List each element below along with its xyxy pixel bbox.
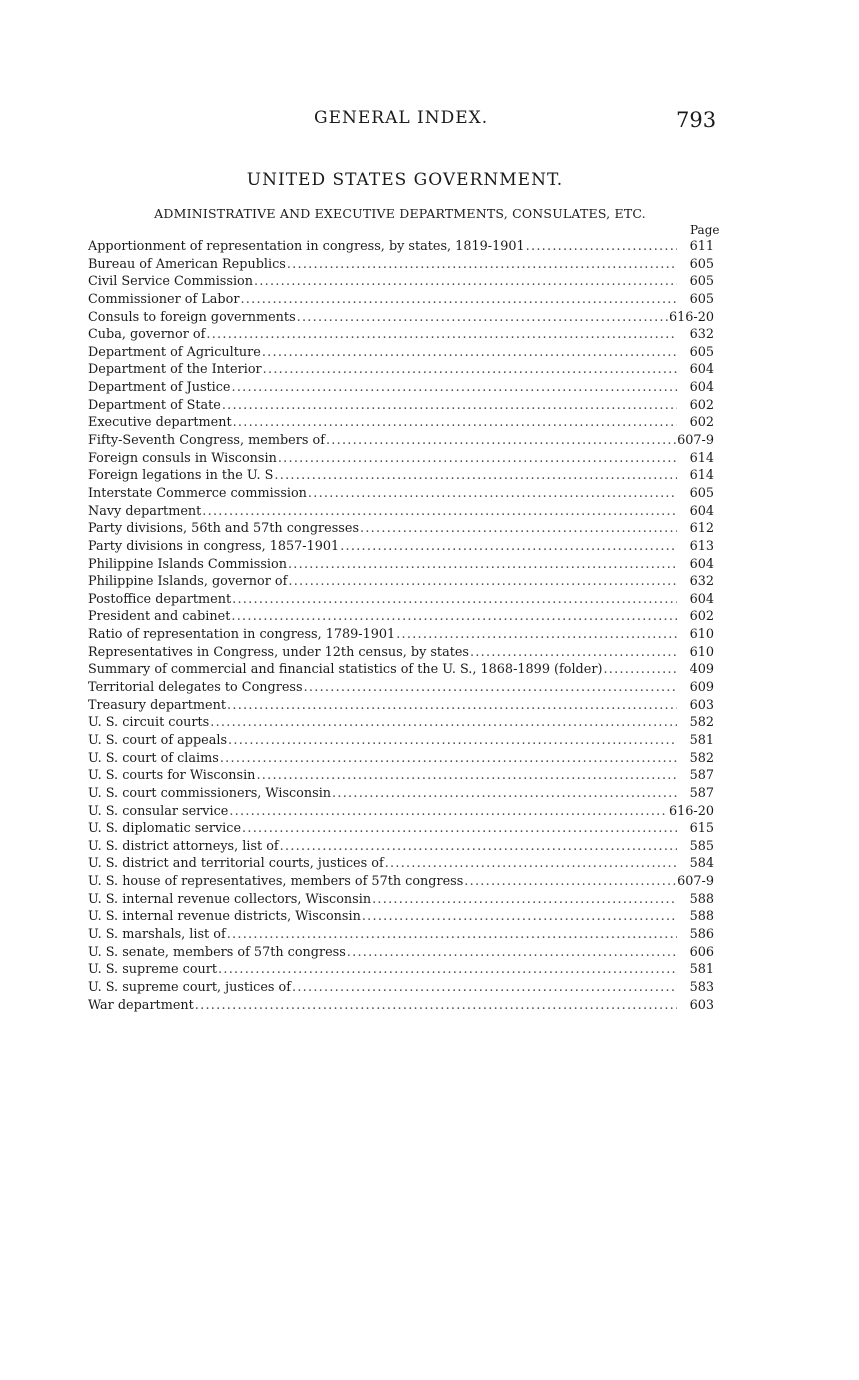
entry-page-number: 613 xyxy=(689,538,714,554)
index-entry xyxy=(88,520,714,538)
dot-leader xyxy=(347,944,677,962)
dot-leader xyxy=(287,256,677,274)
index-entry xyxy=(88,556,714,574)
index-entry xyxy=(88,979,714,997)
dot-leader xyxy=(288,556,677,574)
running-head xyxy=(0,108,859,138)
dot-leader xyxy=(233,414,677,432)
dot-leader xyxy=(202,503,677,521)
entry-label: U. S. district attorneys, list of xyxy=(88,838,279,854)
entry-page-number: 581 xyxy=(689,732,714,748)
entry-label: U. S. circuit courts xyxy=(88,715,210,731)
dot-leader xyxy=(227,926,677,944)
index-entry xyxy=(88,397,714,415)
index-entry xyxy=(88,944,714,962)
index-entry xyxy=(88,238,714,256)
entry-page-number: 603 xyxy=(689,997,714,1013)
entry-label: Interstate Commerce commission xyxy=(88,485,307,501)
dot-leader xyxy=(308,485,677,503)
entry-label: Department of the Interior xyxy=(88,362,262,378)
running-title: GENERAL INDEX. xyxy=(314,108,489,128)
entry-page-number: 605 xyxy=(689,274,714,290)
index-entry xyxy=(88,432,714,450)
entry-label: Ratio of representation in congress, 1789-1901 xyxy=(88,627,396,643)
dot-leader xyxy=(326,432,676,450)
entry-label: U. S. court of appeals xyxy=(88,732,228,748)
entry-page-number: 583 xyxy=(689,979,714,995)
index-entry xyxy=(88,538,714,556)
entry-page-number: 604 xyxy=(689,380,714,396)
dot-leader xyxy=(218,961,677,979)
dot-leader xyxy=(372,891,677,909)
dot-leader xyxy=(297,309,668,327)
entry-label: U. S. supreme court xyxy=(88,962,218,978)
index-entry xyxy=(88,361,714,379)
entry-page-number: 604 xyxy=(689,362,714,378)
entry-label: Postoffice department xyxy=(88,591,232,607)
entry-label: U. S. house of representatives, members of 57th congress xyxy=(88,874,464,890)
dot-leader xyxy=(274,467,677,485)
section-title: UNITED STATES GOVERNMENT. xyxy=(246,170,564,190)
entry-page-number: 610 xyxy=(689,627,714,643)
dot-leader xyxy=(288,573,677,591)
entry-label: U. S. senate, members of 57th congress xyxy=(88,944,346,960)
index-entry xyxy=(88,785,714,803)
index-entry xyxy=(88,626,714,644)
entry-page-number: 582 xyxy=(689,715,714,731)
dot-leader xyxy=(206,326,677,344)
index-entry xyxy=(88,803,714,821)
index-entry xyxy=(88,608,714,626)
entry-page-number: 587 xyxy=(689,785,714,801)
index-entry xyxy=(88,573,714,591)
index-entry xyxy=(88,503,714,521)
index-entry xyxy=(88,838,714,856)
entry-label: Consuls to foreign governments xyxy=(88,309,296,325)
entry-label: Department of Justice xyxy=(88,380,231,396)
entry-page-number: 610 xyxy=(689,644,714,660)
entry-label: Department of Agriculture xyxy=(88,344,261,360)
entry-page-number: 585 xyxy=(689,838,714,854)
dot-leader xyxy=(362,908,677,926)
index-entry xyxy=(88,820,714,838)
index-entry xyxy=(88,732,714,750)
entry-page-number: 606 xyxy=(689,944,714,960)
index-entry xyxy=(88,679,714,697)
entry-label: Representatives in Congress, under 12th census, by states xyxy=(88,644,469,660)
entry-page-number: 582 xyxy=(689,750,714,766)
page-number: 793 xyxy=(676,108,717,132)
index-entry xyxy=(88,379,714,397)
entry-label: U. S. diplomatic service xyxy=(88,821,242,837)
entry-label: Party divisions in congress, 1857-1901 xyxy=(88,538,340,554)
entry-page-number: 611 xyxy=(689,239,714,254)
entry-page-number: 602 xyxy=(689,415,714,431)
dot-leader xyxy=(232,379,678,397)
entry-page-number: 605 xyxy=(689,344,714,360)
dot-leader xyxy=(254,273,677,291)
index-entry xyxy=(88,414,714,432)
entry-page-number: 604 xyxy=(689,556,714,572)
entry-label: Foreign legations in the U. S xyxy=(88,468,274,484)
dot-leader xyxy=(603,661,677,679)
entry-label: War department xyxy=(88,997,194,1013)
entry-label: Fifty-Seventh Congress, members of xyxy=(88,433,325,449)
index-entry xyxy=(88,997,714,1015)
entry-label: Bureau of American Republics xyxy=(88,256,286,272)
entry-label: Foreign consuls in Wisconsin xyxy=(88,450,277,466)
index-entry xyxy=(88,926,714,944)
entry-page-number: 609 xyxy=(689,680,714,696)
index-entry xyxy=(88,326,714,344)
dot-leader xyxy=(464,873,676,891)
dot-leader xyxy=(332,785,677,803)
index-entry xyxy=(88,644,714,662)
dot-leader xyxy=(340,538,677,556)
dot-leader xyxy=(256,767,677,785)
index-entry xyxy=(88,661,714,679)
dot-leader xyxy=(263,361,677,379)
index-entry xyxy=(88,714,714,732)
entry-page-number: 612 xyxy=(689,521,714,537)
dot-leader xyxy=(240,291,677,309)
entry-page-number: 603 xyxy=(689,697,714,713)
index-entry xyxy=(88,309,714,327)
index-entry xyxy=(88,891,714,909)
entry-label: U. S. court commissioners, Wisconsin xyxy=(88,785,332,801)
entry-page-number: 602 xyxy=(689,397,714,413)
entry-label: Navy department xyxy=(88,503,202,519)
entry-page-number: 604 xyxy=(689,591,714,607)
entry-label: Executive department xyxy=(88,415,232,431)
dot-leader xyxy=(195,997,677,1015)
entry-page-number: 607-9 xyxy=(677,874,714,890)
index-entry xyxy=(88,961,714,979)
index-entry xyxy=(88,273,714,291)
entry-label: Department of State xyxy=(88,397,221,413)
index-entry xyxy=(88,450,714,468)
index-entry xyxy=(88,291,714,309)
entry-page-number: 581 xyxy=(689,962,714,978)
dot-leader xyxy=(280,838,677,856)
entry-page-number: 614 xyxy=(689,468,714,484)
entry-page-number: 605 xyxy=(689,256,714,272)
dot-leader xyxy=(396,626,677,644)
entry-page-number: 632 xyxy=(689,574,714,590)
entry-page-number: 616-20 xyxy=(668,309,714,325)
entry-page-number: 588 xyxy=(689,909,714,925)
entry-label: Civil Service Commission xyxy=(88,274,253,290)
entry-page-number: 615 xyxy=(689,821,714,837)
dot-leader xyxy=(526,238,677,256)
entry-label: U. S. supreme court, justices of xyxy=(88,979,291,995)
index-entry xyxy=(88,908,714,926)
dot-leader xyxy=(227,697,677,715)
entry-page-number: 605 xyxy=(689,291,714,307)
dot-leader xyxy=(232,591,677,609)
index-entry xyxy=(88,485,714,503)
index-entry xyxy=(88,256,714,274)
dot-leader xyxy=(292,979,677,997)
index-entry xyxy=(88,750,714,768)
entry-page-number: 614 xyxy=(689,450,714,466)
dot-leader xyxy=(231,608,677,626)
entry-page-number: 602 xyxy=(689,609,714,625)
dot-leader xyxy=(210,714,677,732)
entry-page-number: 587 xyxy=(689,768,714,784)
entry-label: Philippine Islands, governor of xyxy=(88,574,288,590)
dot-leader xyxy=(278,450,677,468)
entry-label: President and cabinet xyxy=(88,609,231,625)
dot-leader xyxy=(228,732,677,750)
entry-label: Philippine Islands Commission xyxy=(88,556,287,572)
entry-page-number: 616-20 xyxy=(668,803,714,819)
entry-label: U. S. district and territorial courts, justices of xyxy=(88,856,384,872)
index-entry xyxy=(88,855,714,873)
entry-label: Commissioner of Labor xyxy=(88,291,240,307)
entry-label: U. S. court of claims xyxy=(88,750,219,766)
index-entry xyxy=(88,467,714,485)
entry-label: U. S. consular service xyxy=(88,803,229,819)
entry-label: U. S. internal revenue districts, Wisconsin xyxy=(88,909,361,925)
dot-leader xyxy=(222,397,677,415)
entry-label: U. S. internal revenue collectors, Wisconsin xyxy=(88,891,372,907)
index-entry xyxy=(88,591,714,609)
entry-label: U. S. marshals, list of xyxy=(88,926,226,942)
index-entry xyxy=(88,344,714,362)
section-subtitle: ADMINISTRATIVE AND EXECUTIVE DEPARTMENTS, CONSULATES, ETC. xyxy=(154,206,646,221)
index-list xyxy=(88,238,714,1014)
entry-page-number: 604 xyxy=(689,503,714,519)
entry-page-number: 605 xyxy=(689,485,714,501)
dot-leader xyxy=(262,344,677,362)
entry-label: Party divisions, 56th and 57th congresses xyxy=(88,521,360,537)
entry-page-number: 584 xyxy=(689,856,714,872)
entry-label: U. S. courts for Wisconsin xyxy=(88,768,256,784)
entry-label: Treasury department xyxy=(88,697,227,713)
entry-label: Territorial delegates to Congress xyxy=(88,680,303,696)
index-entry xyxy=(88,767,714,785)
dot-leader xyxy=(242,820,677,838)
entry-page-number: 607-9 xyxy=(677,433,714,449)
index-entry xyxy=(88,697,714,715)
page-column-header: Page xyxy=(690,223,720,237)
dot-leader xyxy=(470,644,677,662)
entry-label: Cuba, governor of xyxy=(88,327,206,343)
entry-label: Summary of commercial and financial statistics of the U. S., 1868-1899 (folder) xyxy=(88,662,603,678)
dot-leader xyxy=(220,750,677,768)
entry-label: Apportionment of representation in congress, by states, 1819-1901 xyxy=(88,239,525,254)
entry-page-number: 632 xyxy=(689,327,714,343)
dot-leader xyxy=(304,679,677,697)
index-entry xyxy=(88,873,714,891)
dot-leader xyxy=(229,803,668,821)
entry-page-number: 588 xyxy=(689,891,714,907)
dot-leader xyxy=(360,520,677,538)
entry-page-number: 409 xyxy=(689,662,714,678)
entry-page-number: 586 xyxy=(689,926,714,942)
dot-leader xyxy=(385,855,677,873)
